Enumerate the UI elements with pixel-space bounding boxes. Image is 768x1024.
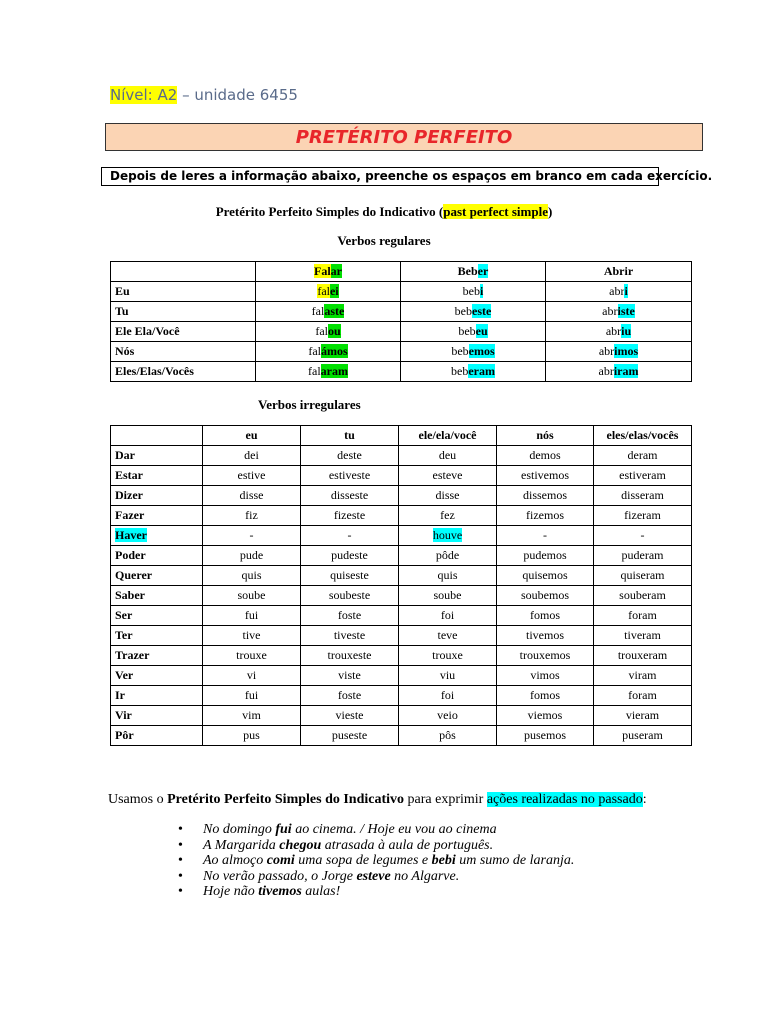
verb-name: Ser (115, 608, 133, 622)
verb-name: Fazer (115, 508, 145, 522)
conjugation-cell: viu (399, 666, 497, 686)
conjugation-cell: teve (399, 626, 497, 646)
conjugation-cell: puseram (594, 726, 692, 746)
example-text: No domingo (203, 822, 276, 837)
conjugation-cell: fiz (203, 506, 301, 526)
table-row (111, 322, 692, 342)
conjugation-cell: viste (301, 666, 399, 686)
verb-ending: er (477, 264, 489, 278)
conjugation-cell (256, 302, 401, 322)
verb-ending: aram (320, 364, 348, 378)
conjugation-cell: deu (399, 446, 497, 466)
table-row (111, 466, 692, 486)
conjugation-cell: pudeste (301, 546, 399, 566)
usage-highlight: ações realizadas no passado (486, 792, 643, 807)
conjugation-cell: estiveram (594, 466, 692, 486)
verb-stem: beb (458, 324, 476, 338)
verb-cell (111, 586, 203, 606)
verb-ending: emos (468, 344, 495, 358)
verb-cell (111, 686, 203, 706)
list-item (178, 822, 574, 838)
conjugation-cell: viram (594, 666, 692, 686)
header-blank-cell (111, 426, 203, 446)
conjugation-cell (399, 526, 497, 546)
verb-stem: abr (609, 284, 625, 298)
verb-ending: ou (327, 324, 341, 338)
conjugation-cell: trouxeram (594, 646, 692, 666)
verb-ending: i (624, 284, 628, 298)
conjugation-cell: viemos (497, 706, 594, 726)
table-row (111, 282, 692, 302)
irregular-verbs-table (110, 425, 692, 746)
usage-prefix: Usamos o (108, 792, 168, 807)
verb-cell (111, 526, 203, 546)
conjugation-cell: disse (203, 486, 301, 506)
table-row (111, 302, 692, 322)
pronoun-cell: Eles/Elas/Vocês (111, 362, 256, 382)
verb-stem: beb (462, 284, 480, 298)
verb-name: Haver (115, 528, 147, 542)
conjugation-cell: souberam (594, 586, 692, 606)
example-text: uma sopa de legumes e (294, 853, 432, 868)
conjugation-cell (546, 322, 692, 342)
table-row (111, 706, 692, 726)
bullet-icon: • (178, 837, 183, 853)
conjugation-cell: vim (203, 706, 301, 726)
conjugation-cell: estive (203, 466, 301, 486)
verb-stem: abr (602, 304, 618, 318)
table-row (111, 686, 692, 706)
conjugation-cell: soubeste (301, 586, 399, 606)
conjugation-cell: soubemos (497, 586, 594, 606)
conjugation-cell: soube (203, 586, 301, 606)
verb-ending: iste (617, 304, 635, 318)
conjugation-cell: disseste (301, 486, 399, 506)
examples-list (178, 822, 574, 900)
conjugation-cell (256, 342, 401, 362)
conjugation-cell (546, 302, 692, 322)
conjugation-cell: vi (203, 666, 301, 686)
page-title: PRETÉRITO PERFEITO (105, 123, 703, 151)
verb-name: Poder (115, 548, 146, 562)
pronoun-column-header: tu (301, 426, 399, 446)
verb-ending: ar (330, 264, 342, 278)
verb-stem: abr (598, 364, 614, 378)
level-heading (110, 86, 298, 104)
conjugation-cell: vieram (594, 706, 692, 726)
table-row (111, 666, 692, 686)
verb-name: Ter (115, 628, 133, 642)
conjugation-cell: tiveram (594, 626, 692, 646)
conjugation-cell (256, 322, 401, 342)
pronoun-column-header: eles/elas/vocês (594, 426, 692, 446)
table-row (111, 566, 692, 586)
example-text: um sumo de laranja. (455, 853, 575, 868)
verb-cell (111, 666, 203, 686)
verb-cell (111, 606, 203, 626)
pronoun-cell: Tu (111, 302, 256, 322)
conjugation-cell: vieste (301, 706, 399, 726)
verb-name: Querer (115, 568, 153, 582)
conjugation-cell: pudemos (497, 546, 594, 566)
verb-cell (111, 646, 203, 666)
verb-name: Dar (115, 448, 135, 462)
conjugation-cell: esteve (399, 466, 497, 486)
verb-ending: este (472, 304, 492, 318)
conjugation-cell: puseste (301, 726, 399, 746)
example-text: ao cinema. / Hoje eu vou ao cinema (291, 822, 497, 837)
example-verb: fui (275, 822, 292, 837)
conjugation-cell: - (301, 526, 399, 546)
conjugation-cell: demos (497, 446, 594, 466)
verb-ending: ámos (320, 344, 348, 358)
pronoun-cell: Eu (111, 282, 256, 302)
conjugation-cell: foste (301, 606, 399, 626)
conjugation-cell (546, 282, 692, 302)
conjugation-cell: pôde (399, 546, 497, 566)
conjugation-cell: pôs (399, 726, 497, 746)
conjugation-cell: quis (203, 566, 301, 586)
table-row (111, 362, 692, 382)
conjugation-cell: disseram (594, 486, 692, 506)
regular-heading-highlight: past perfect simple (443, 204, 548, 219)
usage-bold: Pretérito Perfeito Simples do Indicativo (167, 792, 405, 807)
conjugation-cell: soube (399, 586, 497, 606)
conjugation-cell: quiseste (301, 566, 399, 586)
conjugation-cell: quisemos (497, 566, 594, 586)
usage-middle: para exprimir (404, 792, 487, 807)
conjugation-text: houve (432, 528, 463, 542)
list-item (178, 838, 574, 854)
conjugation-cell (401, 362, 546, 382)
verb-name: Saber (115, 588, 145, 602)
conjugation-cell: fizeste (301, 506, 399, 526)
verb-ending: iu (621, 324, 632, 338)
conjugation-cell: fui (203, 606, 301, 626)
verb-name: Ver (115, 668, 134, 682)
conjugation-cell: dei (203, 446, 301, 466)
unit-text: – unidade 6455 (177, 86, 298, 104)
verb-stem: Beb (457, 264, 478, 278)
verb-name: Vir (115, 708, 132, 722)
conjugation-cell: trouxeste (301, 646, 399, 666)
verb-stem: abr (598, 344, 615, 358)
conjugation-cell: deste (301, 446, 399, 466)
example-verb: esteve (356, 868, 391, 884)
verb-stem: fal (308, 364, 321, 378)
bullet-icon: • (178, 822, 183, 837)
verb-cell (111, 626, 203, 646)
conjugation-cell: trouxemos (497, 646, 594, 666)
pronoun-cell: Nós (111, 342, 256, 362)
pronoun-column-header: eu (203, 426, 301, 446)
conjugation-cell: deram (594, 446, 692, 466)
verb-stem: fal (317, 284, 330, 298)
regular-heading (0, 204, 768, 220)
verb-column-header (401, 262, 546, 282)
usage-sentence (108, 792, 647, 808)
regular-verbs-table (110, 261, 692, 382)
verb-cell (111, 506, 203, 526)
bullet-icon: • (178, 884, 183, 899)
example-verb: bebi (431, 853, 456, 868)
pronoun-column-header: nós (497, 426, 594, 446)
conjugation-cell: fomos (497, 606, 594, 626)
conjugation-cell: disse (399, 486, 497, 506)
list-item (178, 884, 574, 900)
verb-stem: fal (315, 324, 328, 338)
level-label: Nível: A2 (110, 86, 178, 104)
pronoun-column-header: ele/ela/você (399, 426, 497, 446)
conjugation-cell: tive (203, 626, 301, 646)
verb-stem: Fal (314, 264, 331, 278)
conjugation-cell: - (497, 526, 594, 546)
irregular-table-header (111, 426, 692, 446)
verb-ending: aste (324, 304, 345, 318)
regular-heading-suffix: ) (547, 204, 553, 219)
conjugation-cell: - (203, 526, 301, 546)
conjugation-cell (401, 322, 546, 342)
example-text: no Algarve. (390, 868, 460, 884)
verb-stem: beb (451, 344, 469, 358)
conjugation-cell: estiveste (301, 466, 399, 486)
list-item (178, 869, 574, 885)
verb-name: Dizer (115, 488, 143, 502)
irregular-heading: Verbos irregulares (258, 397, 361, 412)
pronoun-cell: Ele Ela/Você (111, 322, 256, 342)
table-row (111, 606, 692, 626)
table-row (111, 646, 692, 666)
conjugation-cell: trouxe (399, 646, 497, 666)
header-blank-cell (111, 262, 256, 282)
conjugation-cell: foi (399, 686, 497, 706)
conjugation-cell (256, 362, 401, 382)
conjugation-cell: veio (399, 706, 497, 726)
regular-heading-prefix: Pretérito Perfeito Simples do Indicativo ( (215, 204, 444, 219)
conjugation-cell: fui (203, 686, 301, 706)
verb-stem: beb (454, 304, 472, 318)
verb-ending: ei (329, 284, 339, 298)
conjugation-cell: fomos (497, 686, 594, 706)
conjugation-cell (401, 342, 546, 362)
example-text: Ao almoço (203, 853, 267, 868)
verb-name: Estar (115, 468, 143, 482)
conjugation-cell: quiseram (594, 566, 692, 586)
list-item (178, 853, 574, 869)
conjugation-cell: vimos (497, 666, 594, 686)
table-row (111, 342, 692, 362)
verb-stem: abr (605, 324, 622, 338)
verb-cell (111, 706, 203, 726)
bullet-icon: • (178, 868, 183, 884)
example-text: Hoje não (203, 884, 259, 899)
conjugation-cell (401, 302, 546, 322)
verb-cell (111, 486, 203, 506)
example-verb: chegou (279, 837, 322, 853)
bullet-icon: • (178, 853, 183, 868)
example-verb: comi (266, 853, 295, 868)
verb-ending: i (479, 284, 484, 298)
conjugation-cell: tivemos (497, 626, 594, 646)
example-text: A Margarida (203, 837, 280, 853)
usage-suffix: : (642, 792, 647, 807)
verb-cell (111, 546, 203, 566)
conjugation-cell: foste (301, 686, 399, 706)
conjugation-cell: tiveste (301, 626, 399, 646)
conjugation-cell: - (594, 526, 692, 546)
conjugation-cell (256, 282, 401, 302)
conjugation-cell: fez (399, 506, 497, 526)
verb-ending: eram (468, 364, 495, 378)
verb-cell (111, 566, 203, 586)
verb-ending: eu (475, 324, 488, 338)
conjugation-cell: pus (203, 726, 301, 746)
verb-stem: fal (308, 344, 321, 358)
verb-stem: beb (451, 364, 469, 378)
conjugation-cell (546, 362, 692, 382)
verb-cell (111, 446, 203, 466)
verb-stem: Abrir (603, 264, 634, 278)
conjugation-cell: trouxe (203, 646, 301, 666)
example-text: atrasada à aula de português. (321, 837, 494, 853)
verb-name: Pôr (115, 728, 134, 742)
conjugation-cell: fizemos (497, 506, 594, 526)
conjugation-cell: dissemos (497, 486, 594, 506)
example-verb: tivemos (258, 884, 302, 899)
verb-column-header (546, 262, 692, 282)
verb-ending: imos (614, 344, 639, 358)
conjugation-cell: foi (399, 606, 497, 626)
conjugation-cell: puderam (594, 546, 692, 566)
table-row (111, 586, 692, 606)
table-row (111, 486, 692, 506)
regular-subheading: Verbos regulares (337, 233, 431, 248)
example-text: No verão passado, o Jorge (203, 868, 357, 884)
conjugation-cell: quis (399, 566, 497, 586)
regular-table-header (111, 262, 692, 282)
verb-cell (111, 726, 203, 746)
conjugation-cell: estivemos (497, 466, 594, 486)
conjugation-cell: fizeram (594, 506, 692, 526)
verb-stem: fal (311, 304, 325, 318)
table-row (111, 626, 692, 646)
conjugation-cell: pude (203, 546, 301, 566)
table-row (111, 546, 692, 566)
verb-ending: iram (613, 364, 639, 378)
conjugation-cell: foram (594, 686, 692, 706)
instruction-box: Depois de leres a informação abaixo, preenche os espaços em branco em cada exercício. (101, 167, 659, 186)
conjugation-cell (546, 342, 692, 362)
conjugation-cell (401, 282, 546, 302)
example-text: aulas! (301, 884, 341, 899)
table-row (111, 726, 692, 746)
table-row (111, 526, 692, 546)
conjugation-cell: foram (594, 606, 692, 626)
verb-name: Trazer (115, 648, 150, 662)
verb-column-header (256, 262, 401, 282)
verb-name: Ir (115, 688, 125, 702)
conjugation-cell: pusemos (497, 726, 594, 746)
table-row (111, 506, 692, 526)
table-row (111, 446, 692, 466)
verb-cell (111, 466, 203, 486)
